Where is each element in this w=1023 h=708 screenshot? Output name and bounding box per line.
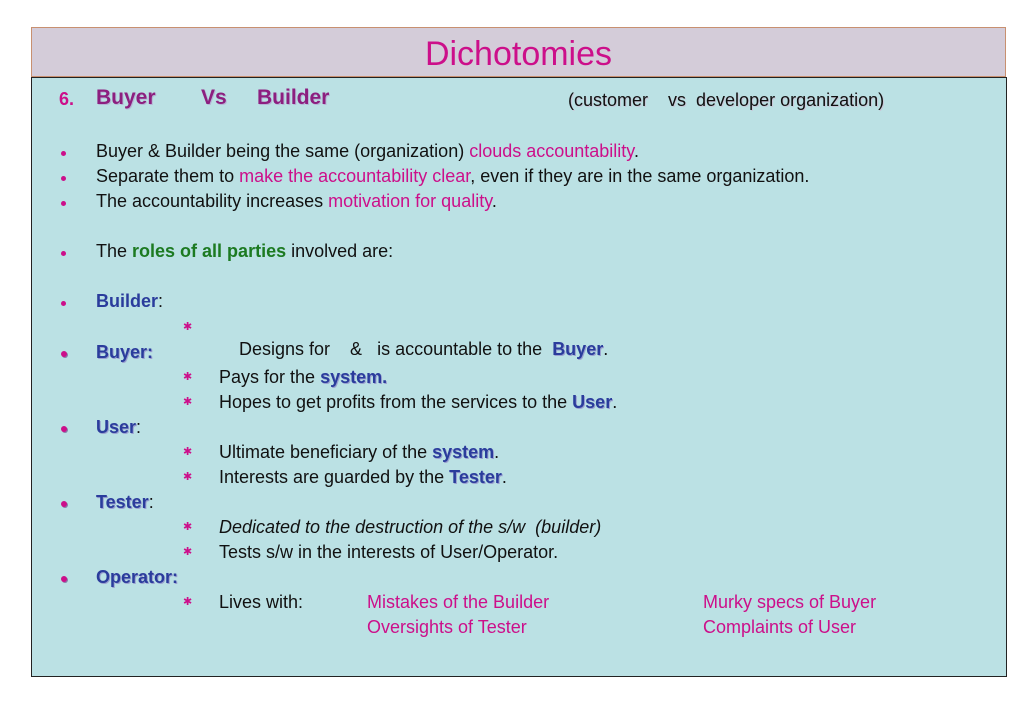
bullet-1-text: Buyer & Builder being the same (organization) (96, 141, 470, 161)
operator-col2-item-2: Complaints of User (703, 617, 857, 637)
operator-col2-item-1: Murky specs of Buyer (703, 592, 877, 612)
operator-col1-item-2: Oversights of Tester (367, 617, 527, 637)
role-tester (96, 491, 154, 513)
star-bullet-icon: ✱ (183, 596, 193, 608)
star-bullet-icon: ✱ (183, 446, 193, 458)
user-item-1-text: Ultimate beneficiary of the (219, 442, 433, 462)
user-item-2 (219, 466, 507, 488)
bullet-2 (96, 165, 809, 187)
user-item-2-text: Interests are guarded by the (219, 467, 450, 487)
bullet-2-highlight: make the accountability clear (239, 166, 471, 186)
operator-col1-item-1: Mistakes of the Builder (367, 592, 550, 612)
tester-item-2: Tests s/w in the interests of User/Operator. (219, 542, 559, 562)
heading-buyer: Buyer (96, 86, 156, 109)
role-builder-label: Builder (96, 291, 159, 311)
bullet-2-end: , even if they are in the same organization. (470, 166, 810, 186)
bullet-dot (61, 176, 66, 181)
user-item-1-highlight: system (432, 442, 495, 462)
operator-lives-with: Lives with: (219, 592, 304, 612)
heading-subtitle: (customer vs developer organization) (568, 90, 885, 110)
user-item-1 (219, 441, 499, 463)
bullet-3-text: The accountability increases (96, 191, 329, 211)
buyer-item-1 (219, 366, 387, 388)
buyer-item-2-text: Hopes to get profits from the services to the (219, 392, 573, 412)
bullet-dot (61, 251, 66, 256)
content-panel (31, 77, 1007, 677)
bullet-dot (61, 201, 66, 206)
bullet-1-end: . (633, 141, 639, 161)
star-bullet-icon: ✱ (183, 396, 193, 408)
role-buyer-label: Buyer: (96, 342, 154, 362)
builder-item-1-text: Designs for & is accountable to the (239, 339, 553, 359)
bullet-3 (96, 190, 497, 212)
role-tester-colon: : (148, 492, 154, 512)
user-item-2-end: . (501, 467, 507, 487)
role-user-label: User (96, 417, 137, 437)
buyer-item-1-text: Pays for the (219, 367, 321, 387)
slide-title: Dichotomies (424, 35, 613, 73)
user-item-2-highlight: Tester (449, 467, 502, 487)
builder-item-1-highlight: Buyer (552, 339, 604, 359)
bullet-dot (61, 351, 67, 357)
role-buyer (96, 341, 153, 363)
roles-intro-post: involved are: (286, 241, 394, 261)
star-bullet-icon: ✱ (183, 546, 193, 558)
heading-vs: Vs (201, 86, 227, 109)
buyer-item-1-highlight: system. (320, 367, 388, 387)
buyer-item-2 (219, 391, 617, 413)
roles-intro-pre: The (96, 241, 133, 261)
heading-number: 6. (59, 89, 75, 109)
bullet-dot (61, 501, 67, 507)
bullet-3-end: . (491, 191, 497, 211)
tester-item-1: Dedicated to the destruction of the s/w (builder) (219, 517, 602, 537)
buyer-item-2-end: . (612, 392, 618, 412)
role-user-colon: : (136, 417, 142, 437)
bullet-1 (96, 140, 639, 162)
user-item-1-end: . (494, 442, 500, 462)
heading-builder: Builder (257, 86, 330, 109)
bullet-3-highlight: motivation for quality (328, 191, 492, 211)
role-builder-colon: : (158, 291, 164, 311)
bullet-1-highlight: clouds accountability (469, 141, 634, 161)
heading-line (59, 88, 74, 110)
roles-intro (96, 240, 393, 262)
bullet-dot (61, 301, 66, 306)
role-operator (96, 566, 178, 588)
role-operator-label: Operator: (96, 567, 179, 587)
buyer-item-2-highlight: User (572, 392, 613, 412)
bullet-2-text: Separate them to (96, 166, 240, 186)
bullet-dot (61, 576, 67, 582)
star-bullet-icon: ✱ (183, 471, 193, 483)
role-builder (96, 290, 163, 312)
roles-intro-highlight: roles of all parties (132, 241, 287, 261)
title-bar (31, 27, 1006, 77)
star-bullet-icon: ✱ (183, 521, 193, 533)
role-user (96, 416, 141, 438)
star-bullet-icon: ✱ (183, 371, 193, 383)
role-tester-label: Tester (96, 492, 149, 512)
builder-item-1-end: . (603, 339, 609, 359)
bullet-dot (61, 151, 66, 156)
star-bullet-icon: ✱ (183, 321, 193, 333)
bullet-dot (61, 426, 67, 432)
